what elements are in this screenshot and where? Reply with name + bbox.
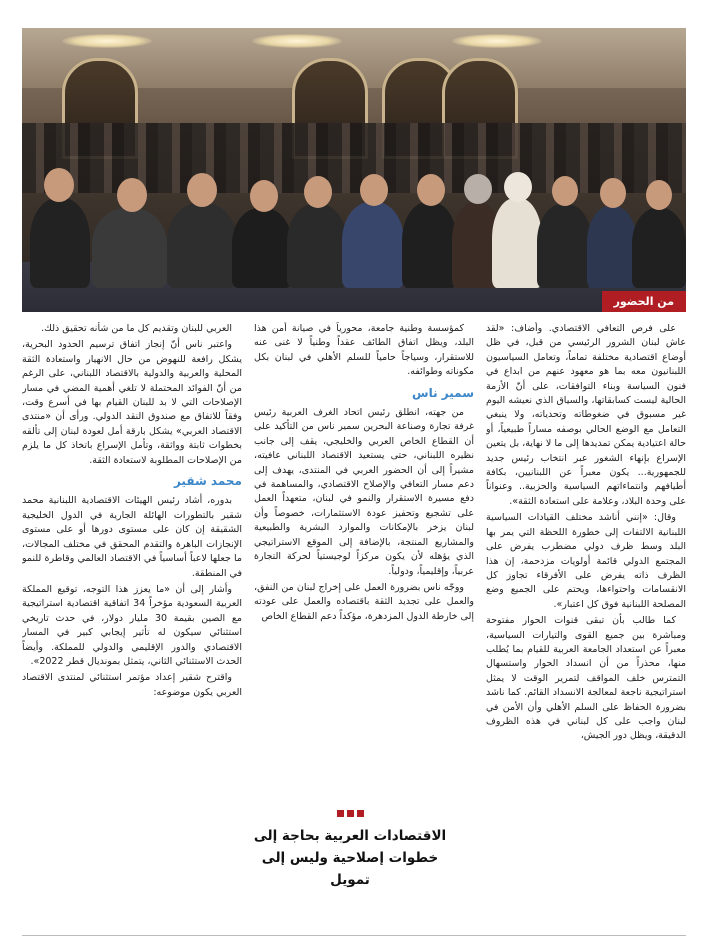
attendee-head (417, 174, 445, 206)
section-subhead: سمير ناس (412, 385, 474, 400)
pull-quote (250, 810, 450, 891)
paragraph: ووجّه ناس بضرورة العمل على إخراج لبنان من النفق، والعمل على تجديد الثقة باقتصاده والعمل على عودته إلى خارطة الدول المزدهرة، مؤكداً دعم القطاع الخاص (254, 581, 474, 622)
attendee-head (187, 173, 217, 207)
paragraph: كما طالب بأن تبقى قنوات الحوار مفتوحة ومباشرة بين جميع القوى والتيارات السياسية، معبراً عن استعداد الجامعة العربية للقيام بما يُطلب منها، محذراً من أن انسداد الحوار واستسهال التمترس خلف المواقف لتمرير الوقت لا يمثل استراتيجية ناجعة لمعالجة الانسداد القائم. كما ناشد بضرورة الحفاظ على السلم الأهلي وأن الأمن في لبنان واجب على كل لبناني في هذه الظروف الدقيقة، ويظل دور الجيش، (486, 615, 686, 742)
decorative-squares-icon (250, 810, 450, 817)
section-subhead: محمد شقير (173, 474, 242, 489)
paragraph: على فرص التعافي الاقتصادي. وأضاف: «لقد عاش لبنان الشرور الرئيسي من قبل، في ظل أوضاع اقتصادية مختلفة تماماً، وتعامل السياسيون اللبنانيون معه بما هو معهود عنهم من ابداع في فنون السياسة وبناء التوافقات، على أنّ الأزمة الحالية ليست كسابقاتها، والسياق الذي نعيشه اليوم غير مسبوق في ضغوطاته وتحدياته، ولا ينبغي التعامل مع الوضع الحالي بوصفه مساراً طبيعياً، أو حالة اعتيادية يمكن تمديدها إلى ما لا نهاية، بل يتعين الإسراع بإنهاء الشغور عبر انتخاب رئيس جديد للجمهورية... يكون معبراً عن اللبنانيين، بكافة أطيافهم وانتماءاتهم السياسية والحزبية.. وعنواناً على وحدة البلاد، وعلامة على استعادة الثقة». (486, 323, 686, 507)
attendee-head (600, 178, 626, 208)
attendee (167, 203, 237, 288)
attendee (587, 206, 637, 288)
attendee-head (250, 180, 278, 212)
paragraph: وأشار إلى أن «ما يعزز هذا التوجه، توقيع المملكة العربية السعودية مؤخراً 34 اتفاقية اقتصادية استراتيجية مع الصين بقيمة 30 مليار دولار، في حدث تاريخي استثنائي سيكون له تأثير إيجابي كبير في المسار الاقتصادي والدور الإقليمي والدولي للمملكة. وأيضاً الحدث الاستثنائي الثاني، يتمثل بمونديال قطر 2022». (22, 583, 242, 667)
photo-caption: من الحضور (602, 291, 686, 312)
pull-quote-line: خطوات إصلاحية وليس إلى تمويل (261, 850, 439, 888)
paragraph: واقترح شقير إعداد مؤتمر استثنائي لمنتدى الاقتصاد العربي يكون موضوعه: (22, 672, 242, 698)
chandelier-light (252, 34, 342, 48)
attendee (537, 204, 592, 288)
attendee-head (304, 176, 332, 208)
attendee (632, 208, 686, 288)
attendee-head (360, 174, 388, 206)
article-column-right (486, 322, 686, 928)
attendee-head (117, 178, 147, 212)
attendee-head (646, 180, 672, 210)
attendee (92, 208, 167, 288)
bottom-rule (22, 935, 686, 936)
paragraph: بدوره، أشاد رئيس الهيئات الاقتصادية اللبنانية محمد شقير بالتطورات الهائلة الجارية في الدول الخليجية الشقيقة إن كان على مستوى دورها أو على مستوى الإنجازات الباهرة والتقدم المحقق في مختلف المجالات، ما جعلها لاعباً أساسياً في الاقتصاد العالمي وقاطرة للنمو في المنطقة. (22, 495, 242, 579)
chandelier-light (452, 34, 542, 48)
paragraph: كمؤسسة وطنية جامعة، محورياً في صيانة أمن هذا البلد، ويظل اتفاق الطائف عقداً وطنياً لا غنى عنه للاستقرار، وسياجاً حامياً للسلم الأهلي في لبنان بكل مكوناته وطوائفه. (254, 323, 474, 378)
attendee-head (44, 168, 74, 202)
front-row-attendees (22, 168, 686, 288)
paragraph: وقال: «إنني أناشد مختلف القيادات السياسية اللبنانية الالتفات إلى خطورة اللحظة التي يمر بها البلد وسط ظرف دولي مضطرب يفرض على المجتمع الدولي قائمة أولويات مزدحمة، إن هذا الظرف ذاته يفرض على الأفرقاء تجاوز كل الانقسامات واحتواءها، ويحتم على الجميع وضع المصلحة اللبنانية فوق كل اعتبار». (486, 512, 686, 610)
attendee (30, 198, 90, 288)
attendee-head (504, 172, 532, 202)
article-column-middle (254, 322, 474, 792)
pull-quote-line: الاقتصادات العربية بحاجة إلى (253, 828, 447, 844)
conference-photo (22, 28, 686, 312)
attendee-head (464, 174, 492, 204)
article-column-left (22, 322, 242, 928)
attendee (342, 202, 404, 288)
paragraph: واعتبر ناس أنّ إنجاز اتفاق ترسيم الحدود البحرية، يشكل رافعة للنهوض من حال الانهيار واستعادة الثقة المحلية والعربية والدولية بالاقتصاد اللبناني، على الرغم من أنّ الفوائد المحتملة لا تلغي أهمية المضي في مسار الإصلاحات التي لا بد للبنان القيام بها في أسرع وقت، وفقاً للاتفاق مع صندوق النقد الدولي. ورأى أن «منتدى الاقتصاد العربي» يشكل بارقة أمل لعودة لبنان إلى تألقه بخطوات ثابتة وواثقة، وتأمل الإسراع باتخاذ كل ما يلزم من الإصلاحات المطلوبة لاستعادة الثقة. (22, 339, 242, 466)
attendee (402, 202, 457, 288)
attendee-head (552, 176, 578, 206)
paragraph: من جهته، انطلق رئيس اتحاد الغرف العربية رئيس غرفة تجارة وصناعة البحرين سمير ناس من التأكيد على أن القطاع الخاص العربي والخليجي، يقف إلى جانب نظيره اللبناني، حتى يستعيد الاقتصاد اللبناني عافيته، مشيراً إلى أن الحضور العربي في المنتدى، يهدف إلى دعم مسار التعافي والإصلاح الاقتصادي، والمساهمة في دفع مسيرة الاستقرار والنمو في لبنان، متعهداً العمل على تشجيع وتحفيز عودة الاستثمارات، خصوصاً وأن لبنان يزخر بالإمكانات والموارد البشرية والطبيعية والمشاريع المنتجة، بالإضافة إلى الموقع الاستراتيجي الذي يؤهله لأن يكون مركزاً لوجيستياً لحركة التجارة عربياً، وإقليمياً، ودولياً. (254, 407, 474, 577)
attendee (492, 198, 542, 288)
attendee (232, 208, 292, 288)
paragraph: العربي للبنان وتقديم كل ما من شأنه تحقيق ذلك. (41, 323, 232, 334)
attendee (287, 204, 347, 288)
chandelier-light (62, 34, 152, 48)
